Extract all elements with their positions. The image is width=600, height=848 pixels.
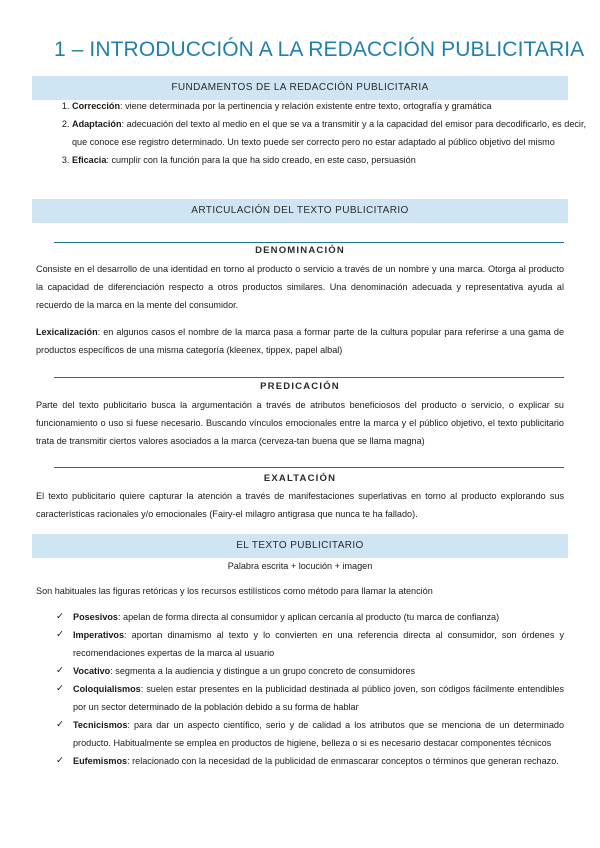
section-band-fundamentos: FUNDAMENTOS DE LA REDACCIÓN PUBLICITARIA — [32, 76, 568, 100]
list-item-term: Posesivos — [73, 612, 118, 622]
lexicalizacion-term: Lexicalización — [36, 327, 98, 337]
lexicalizacion-paragraph — [36, 323, 564, 359]
list-item-term: Adaptación — [72, 119, 122, 129]
list-item-term: Eufemismos — [73, 756, 128, 766]
list-item-text: : adecuación del texto al medio en el que se va a transmitir y a la capacidad del emisor para decodificarlo, es decir, que conoce ese registro determinado. Un texto puede ser correcto pero no estar adaptado al público objetivo del mismo — [72, 119, 586, 147]
subheading-exaltacion: EXALTACIÓN — [263, 473, 337, 484]
formula-line: Palabra escrita + locución + imagen — [227, 561, 373, 571]
list-item-term: Vocativo — [73, 666, 111, 676]
list-item-term: Imperativos — [73, 630, 125, 640]
fundamentos-list — [50, 97, 586, 169]
divider-line — [54, 242, 564, 243]
section-band-articulacion: ARTICULACIÓN DEL TEXTO PUBLICITARIO — [32, 199, 568, 223]
list-item — [72, 115, 586, 151]
list-item — [56, 752, 564, 770]
list-item-text: : aportan dinamismo al texto y lo convierten en una referencia directa al consumidor, son órdenes y recomendaciones expertas de la marca al usuario — [73, 630, 564, 658]
denominacion-paragraph: Consiste en el desarrollo de una identidad en torno al producto o servicio a través de un nombre y una marca. Otorga al producto la capacidad de diferenciación respecto a otros productos similares. Una denominación adecuada y representativa ayuda al recuerdo de la marca en la mente del consumidor. — [36, 264, 564, 310]
page-title: 1 – INTRODUCCIÓN A LA REDACCIÓN PUBLICITARIA — [54, 38, 585, 61]
divider-line — [54, 377, 564, 378]
list-item-text: : suelen estar presentes en la publicidad destinada al público joven, son códigos fácilmente entendibles por un sector determinado de la población debido a su forma de hablar — [73, 684, 564, 712]
list-item — [56, 716, 564, 752]
intro-paragraph: Son habituales las figuras retóricas y los recursos estilísticos como método para llamar la atención — [36, 586, 433, 596]
list-item — [56, 608, 564, 626]
checkmark-icon: ✓ — [56, 611, 64, 622]
list-item-text: : apelan de forma directa al consumidor y aplican cercanía al producto (tu marca de confianza) — [118, 612, 500, 622]
list-item-term: Corrección — [72, 101, 121, 111]
list-item-text: : para dar un aspecto científico, serio y de calidad a los atributos que se menciona de un determinado producto. Habitualmente se emplea en productos de higiene, belleza o si es necesario destacar componentes técnicos — [73, 720, 564, 748]
exaltacion-paragraph: El texto publicitario quiere capturar la atención a través de manifestaciones superlativas en torno al producto explorando sus características racionales y/o emocionales (Fairy-el milagro antigrasa que nunca te ha fallado). — [36, 491, 564, 519]
subheading-predicacion: PREDICACIÓN — [260, 381, 340, 392]
section-band-texto-publicitario: EL TEXTO PUBLICITARIO — [32, 534, 568, 558]
list-item — [56, 680, 564, 716]
list-item — [56, 626, 564, 662]
divider-line — [54, 467, 564, 468]
list-item-text: : relacionado con la necesidad de la publicidad de enmascarar conceptos o términos que generan rechazo. — [127, 756, 559, 766]
checkmark-icon: ✓ — [56, 665, 64, 676]
list-item-term: Coloquialismos — [73, 684, 141, 694]
recursos-list — [56, 608, 564, 770]
lexicalizacion-text: : en algunos casos el nombre de la marca pasa a formar parte de la cultura popular para referirse a una gama de productos específicos de una misma categoría (kleenex, tippex, papel albal) — [36, 327, 564, 355]
list-item-text: : cumplir con la función para la que ha sido creado, en este caso, persuasión — [106, 155, 416, 165]
list-item-term: Eficacia — [72, 155, 107, 165]
list-item — [56, 662, 564, 680]
subheading-denominacion: DENOMINACIÓN — [255, 245, 345, 256]
checkmark-icon: ✓ — [56, 719, 64, 730]
checkmark-icon: ✓ — [56, 755, 64, 766]
list-item-term: Tecnicismos — [73, 720, 128, 730]
checkmark-icon: ✓ — [56, 683, 64, 694]
list-item-text: : viene determinada por la pertinencia y relación existente entre texto, ortografía y gramática — [120, 101, 492, 111]
checkmark-icon: ✓ — [56, 629, 64, 640]
predicacion-paragraph: Parte del texto publicitario busca la argumentación a través de atributos beneficiosos del producto o servicio, o explicar su funcionamiento o uso si fuese necesario. Buscando vínculos emocionales entre la marca y el público objetivo, el texto publicitario trata de transmitir ciertos valores asociados a la marca (cerveza-tan buena que se llama magna) — [36, 400, 564, 446]
list-item — [72, 97, 586, 115]
list-item — [72, 151, 586, 169]
list-item-text: : segmenta a la audiencia y distingue a un grupo concreto de consumidores — [110, 666, 416, 676]
